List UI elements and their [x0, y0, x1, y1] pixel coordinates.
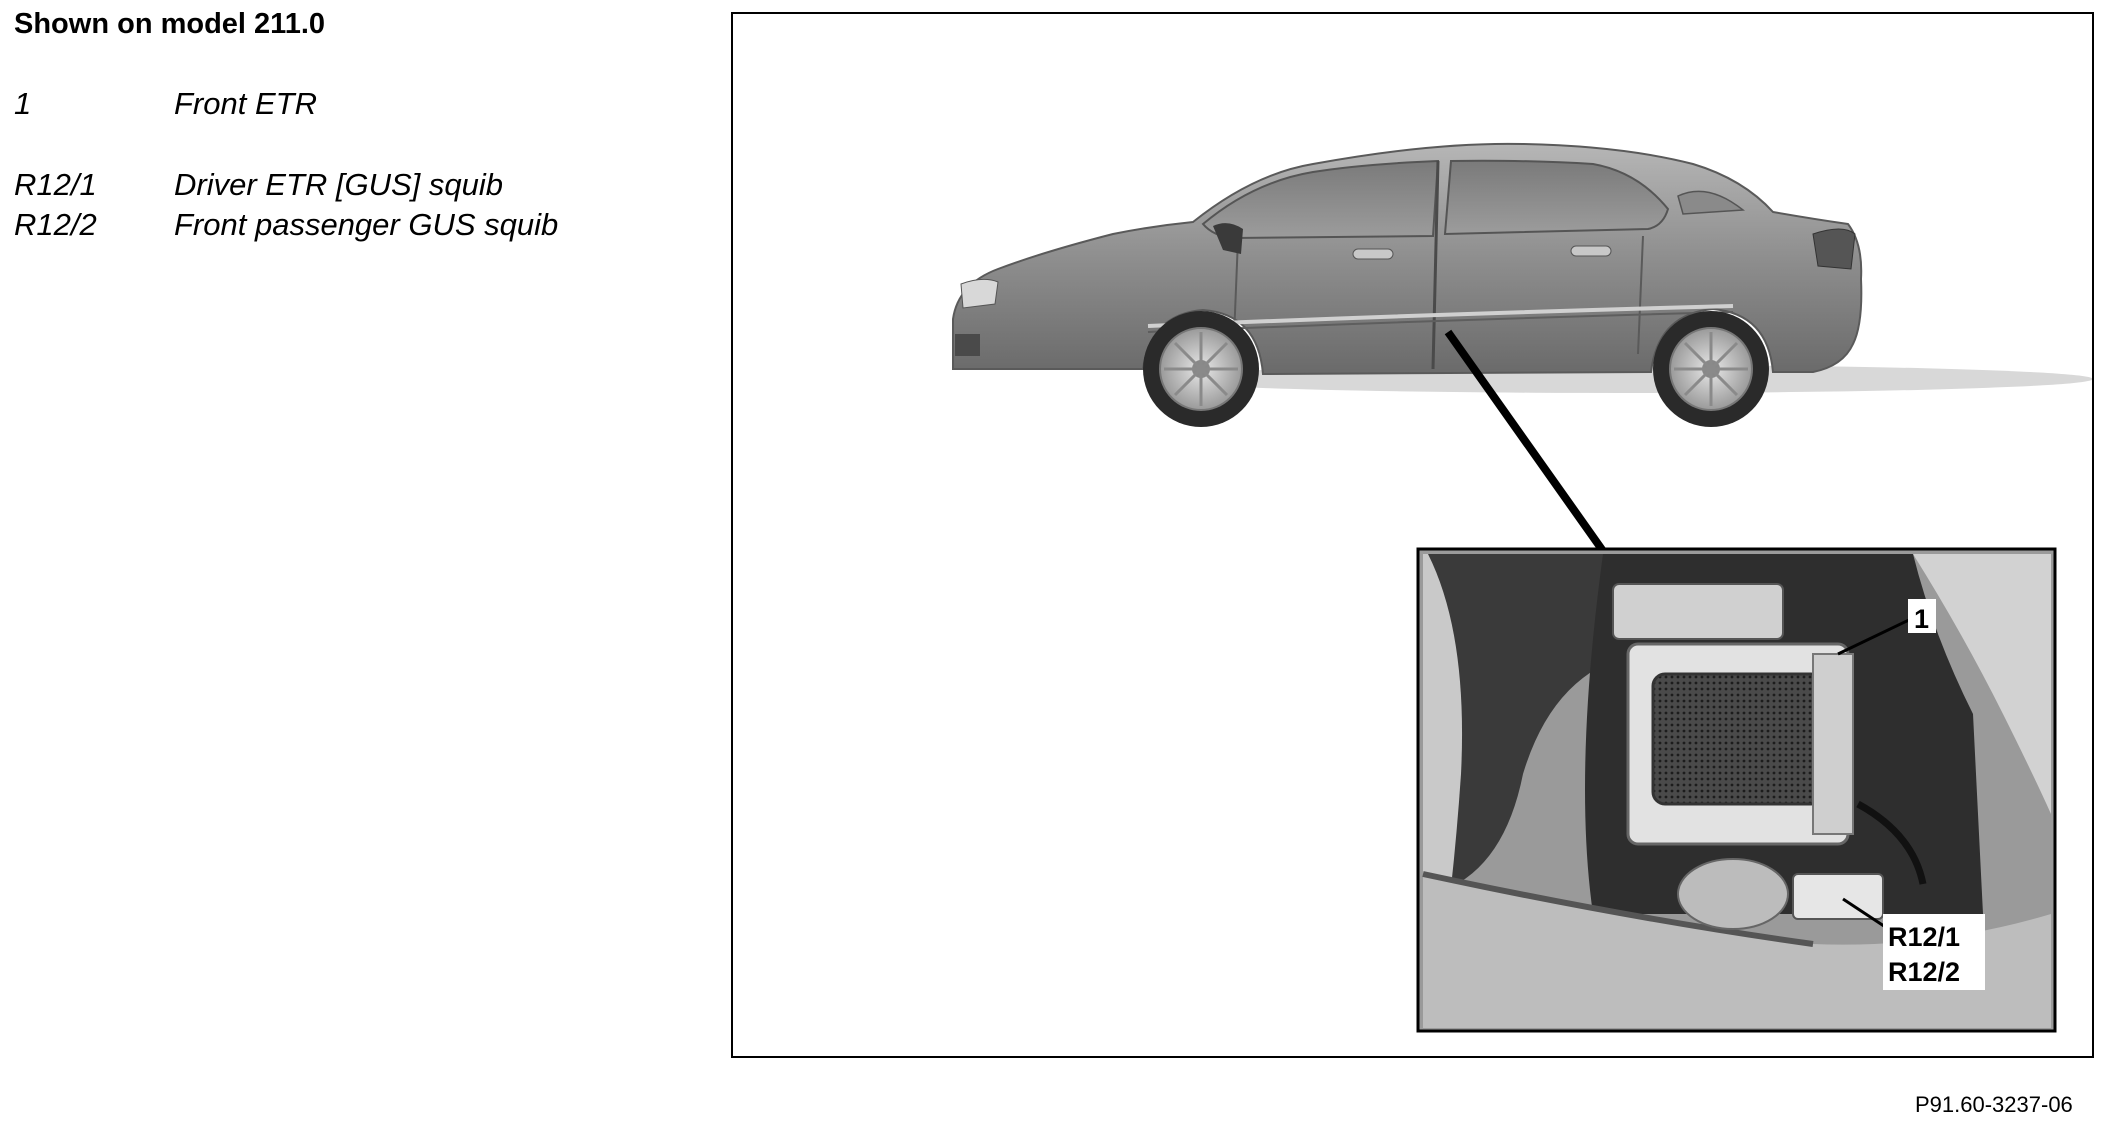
inset-photo: [1418, 549, 2055, 1031]
figure-illustration: [733, 14, 2092, 1056]
legend-code: 1: [14, 86, 32, 121]
legend-description: Driver ETR [GUS] squib: [174, 167, 504, 202]
callout-label-1: 1: [1914, 604, 1930, 634]
legend-code: R12/2: [14, 207, 97, 242]
legend-code: R12/1: [14, 167, 97, 202]
figure-frame: [731, 12, 2094, 1058]
callout-label-r12-2: R12/2: [1888, 957, 1961, 987]
legend-description: Front ETR: [174, 86, 317, 121]
callout-label-r12-1: R12/1: [1888, 922, 1961, 952]
page-title: Shown on model 211.0: [14, 8, 326, 40]
legend-description: Front passenger GUS squib: [174, 207, 559, 242]
car-side-view: [953, 144, 2092, 427]
figure-reference: P91.60-3237-06: [1915, 1092, 2073, 1117]
